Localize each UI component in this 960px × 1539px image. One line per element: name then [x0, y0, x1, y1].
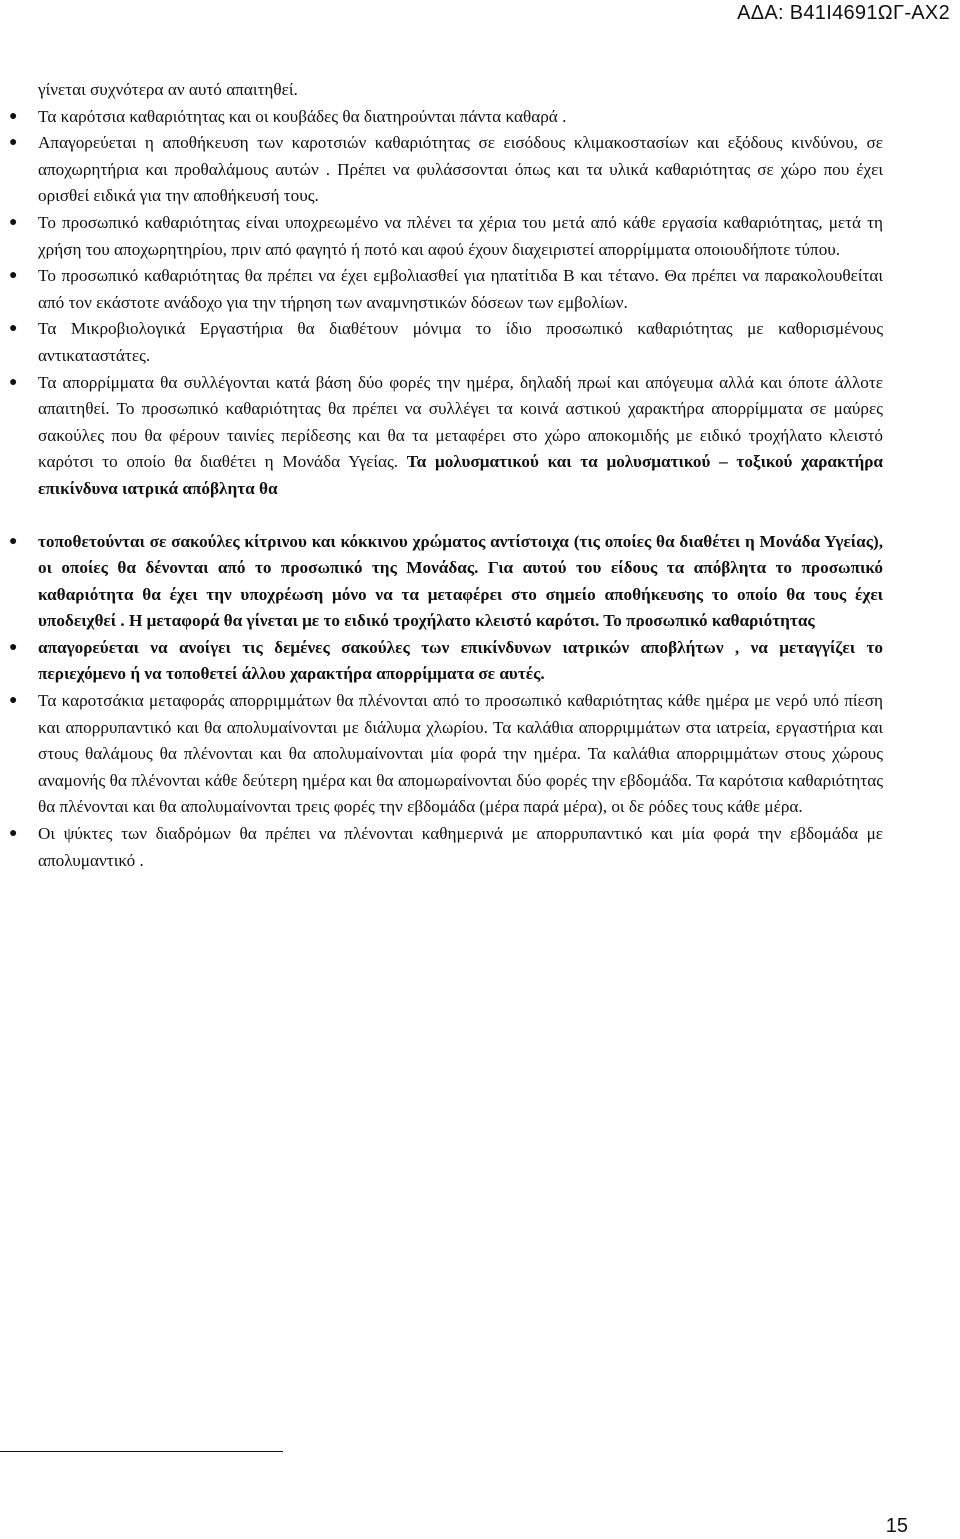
bullet-icon: ●: [9, 108, 18, 124]
list-item-text: Τα καροτσάκια μεταφοράς απορριμμάτων θα πλένονται από το προσωπικό καθαριότητας κάθε ημέρα με νερό υπό πίεση και απορρυπαντικό και θα απολυμαίνονται με διάλυμα χλωρίου. Τα καλάθια απορριμμάτων στα ιατρεία, εργαστήρια και στους θαλάμους θα πλένονται και θα απολυμαίνονται μία φορά την ημέρα. Τα καλάθια απορριμμάτων στους χώρους αναμονής θα πλένονται κάθε δεύτερη ημέρα και θα απομωραίνονται δύο φορές την εβδομάδα. Τα καρότσια καθαριότητας θα πλένονται και θα απολυμαίνονται τρεις φορές την εβδομάδα (μέρα παρά μέρα), οι δε ρόδες τους κάθε μέρα.: [38, 691, 883, 817]
list-item-text: Τα καρότσια καθαριότητας και οι κουβάδες θα διατηρούνται πάντα καθαρά .: [38, 106, 567, 126]
list-item: [9, 635, 883, 688]
bullet-icon: ●: [9, 268, 18, 284]
list-item-text: Απαγορεύεται η αποθήκευση των καροτσιών καθαριότητας σε εισόδους κλιμακοστασίων και εξόδους κινδύνου, σε αποχωρητήρια και προθαλάμους αυτών . Πρέπει να φυλάσσονται όπως και τα υλικά καθαριότητας σε χώρο που έχει ορισθεί ειδικά για την αποθήκευσή τους.: [38, 133, 883, 206]
list-item-text: τοποθετούνται σε σακούλες κίτρινου και κόκκινου χρώματος αντίστοιχα (τις οποίες θα διαθέτει η Μονάδα Υγείας), οι οποίες θα δένονται από το προσωπικό της Μονάδας. Για αυτού του είδους τα απόβλητα το προσωπικό καθαριότητα θα έχει την υποχρέωση μόνο να τα μεταφέρει στο σημείο αποθήκευσης το οποίο θα τους έχει υποδειχθεί . Η μεταφορά θα γίνεται με το ειδικό τροχήλατο κλειστό καρότσι. Το προσωπικό καθαριότητας: [38, 531, 883, 631]
hazardous-waste-text: Τα μολυσματικού και τα μολυσματικού – τοξικού χαρακτήρα επικίνδυνα ιατρικά απόβλητα θα: [38, 452, 883, 498]
list-item: [9, 316, 883, 369]
bullet-icon: ●: [9, 135, 18, 151]
list-item-text: Το προσωπικό καθαριότητας θα πρέπει να έχει εμβολιασθεί για ηπατίτιδα Β και τέτανο. Θα πρέπει να παρακολουθείται από τον εκάστοτε ανάδοχο για την τήρηση των αναμνηστικών δόσεων των εμβολίων.: [38, 266, 883, 312]
page-number: 15: [885, 1515, 908, 1537]
list-item-text: Τα Μικροβιολογικά Εργαστήρια θα διαθέτουν μόνιμα το ίδιο προσωπικό καθαριότητας με καθορισμένους αντικαταστάτες.: [38, 319, 883, 365]
list-item: [9, 821, 883, 874]
bullet-icon: ●: [9, 826, 18, 842]
footnote-separator: [0, 1451, 283, 1452]
list-item: [9, 210, 883, 263]
continuation-paragraph: γίνεται συχνότερα αν αυτό απαιτηθεί.: [38, 80, 298, 99]
bullet-icon: ●: [9, 639, 18, 655]
list-item: [9, 130, 883, 210]
list-item-text: Το προσωπικό καθαριότητας είναι υποχρεωμένο να πλένει τα χέρια του μετά από κάθε εργασία καθαριότητας, μετά τη χρήση του αποχωρητηρίου, πριν από φαγητό ή ποτό και αφού έχουν διαχειριστεί απορρίμματα οποιουδήποτε τύπου.: [38, 212, 883, 259]
waste-collection-item: [9, 370, 883, 503]
bullet-icon: ●: [9, 214, 18, 230]
bullet-icon: ●: [9, 321, 18, 337]
waste-collection-text: Τα απορρίμματα θα συλλέγονται κατά βάση δύο φορές την ημέρα, δηλαδή πρωί και απόγευμα αλλά και όποτε άλλοτε απαιτηθεί. Το προσωπικό καθαριότητας θα πρέπει να συλλέγει τα κοινά αστικού χαρακτήρα απορρίμματα σε μαύρες σακούλες που θα φέρουν ταινίες περίδεσης και θα τα μεταφέρει στο χώρο αποκομιδής με ειδικό τροχήλατο κλειστό καρότσι το οποίο θα διαθέτει η Μονάδα Υγείας.: [38, 372, 883, 472]
document-code-header: ΑΔΑ: Β41Ι4691ΩΓ-ΑΧ2: [737, 2, 950, 24]
list-item-text: Οι ψύκτες των διαδρόμων θα πρέπει να πλένονται καθημερινά με απορρυπαντικό και μία φορά την εβδομάδα με απολυμαντικό .: [38, 824, 883, 870]
list-item: [9, 104, 883, 131]
document-body: [9, 77, 883, 874]
list-item-text: απαγορεύεται να ανοίγει τις δεμένες σακούλες των επικίνδυνων ιατρικών αποβλήτων , να μεταγγίζει το περιεχόμενο ή να τοποθετεί άλλου χαρακτήρα απορρίμματα σε αυτές.: [38, 637, 883, 684]
bullet-icon: ●: [9, 374, 18, 390]
bullet-icon: ●: [9, 693, 18, 709]
list-item: [9, 529, 883, 635]
list-item: [9, 263, 883, 316]
list-item: [9, 688, 883, 821]
bullet-icon: ●: [9, 533, 18, 549]
